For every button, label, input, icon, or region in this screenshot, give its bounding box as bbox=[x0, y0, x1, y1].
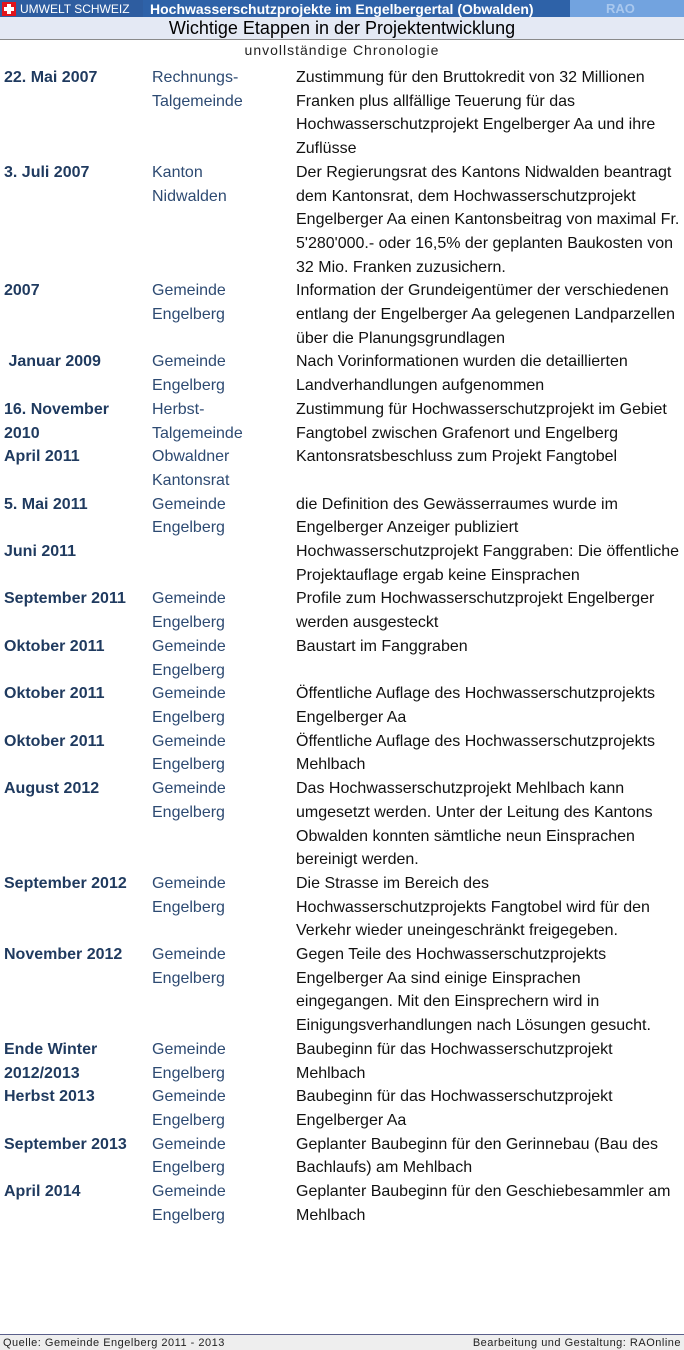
timeline-description: Der Regierungsrat des Kantons Nidwalden beantragt dem Kantonsrat, dem Hochwasserschutzprojekt Engelberger Aa einen Kantonsbeitrag von maximal Fr. 5'280'000.- oder 16,5% der geplanten Baukosten von 32 Mio. Franken zuzusichern. bbox=[296, 163, 680, 276]
timeline-description: Hochwasserschutzprojekt Fanggraben: Die öffentliche Projektauflage ergab keine Einsprachen bbox=[296, 543, 680, 584]
timeline-description: Gegen Teile des Hochwasserschutzprojekts Engelberger Aa sind einige Einsprachen eingegangen. Mit den Einsprechern wird in Einigungsverhandlungen nach Lösungen gesucht. bbox=[296, 946, 651, 1035]
timeline-row bbox=[0, 161, 684, 280]
timeline-row bbox=[0, 682, 684, 729]
timeline-description: Nach Vorinformationen wurden die detaillierten Landverhandlungen aufgenommen bbox=[296, 353, 628, 395]
timeline-description: Zustimmung für Hochwasserschutzprojekt im Gebiet Fangtobel zwischen Grafenort und Engelberg bbox=[296, 400, 667, 442]
timeline-org: Obwaldner Kantonsrat bbox=[152, 448, 230, 489]
timeline-org: Gemeinde Engelberg bbox=[152, 637, 226, 679]
timeline-description: Öffentliche Auflage des Hochwasserschutzprojekts Mehlbach bbox=[296, 732, 656, 774]
timeline-row bbox=[0, 635, 684, 682]
timeline-org: Gemeinde Engelberg bbox=[152, 1088, 226, 1129]
timeline-date: 16. November 2010 bbox=[4, 400, 109, 442]
timeline-date: September 2012 bbox=[4, 874, 127, 892]
timeline-date: September 2011 bbox=[4, 590, 126, 608]
timeline-org: Herbst- Talgemeinde bbox=[152, 400, 243, 442]
timeline-org: Rechnungs- Talgemeinde bbox=[152, 69, 243, 110]
page-subtitle: unvollständige Chronologie bbox=[244, 42, 440, 58]
timeline-date: Oktober 2011 bbox=[4, 732, 105, 750]
timeline-row bbox=[0, 66, 684, 161]
rao-link[interactable]: RAO bbox=[570, 0, 684, 17]
timeline-description: Baubeginn für das Hochwasserschutzprojekt Mehlbach bbox=[296, 1040, 613, 1082]
timeline-org: Gemeinde Engelberg bbox=[152, 495, 226, 537]
timeline-description: Geplanter Baubeginn für den Geschiebesammler am Mehlbach bbox=[296, 1183, 671, 1224]
timeline-org: Gemeinde Engelberg bbox=[152, 685, 226, 726]
timeline-row bbox=[0, 279, 684, 350]
timeline-org: Gemeinde Engelberg bbox=[152, 780, 226, 821]
timeline-org: Gemeinde Engelberg bbox=[152, 1040, 226, 1082]
footer-credit: Bearbeitung und Gestaltung: RAOnline bbox=[472, 1336, 681, 1349]
chronology-table bbox=[0, 66, 684, 1227]
timeline-row bbox=[0, 943, 684, 1038]
timeline-description: Zustimmung für den Bruttokredit von 32 Millionen Franken plus allfällige Teuerung für das Hochwasserschutzprojekt Engelberger Aa und ihre Zuflüsse bbox=[296, 69, 656, 158]
timeline-row bbox=[0, 1180, 684, 1227]
timeline-row bbox=[0, 777, 684, 872]
timeline-date: April 2011 bbox=[4, 448, 80, 466]
timeline-description: Baustart im Fanggraben bbox=[296, 637, 468, 655]
timeline-org bbox=[148, 540, 296, 587]
footer-source: Quelle: Gemeinde Engelberg 2011 - 2013 bbox=[3, 1336, 225, 1349]
timeline-org: Gemeinde Engelberg bbox=[152, 590, 226, 632]
timeline-date: Ende Winter 2012/2013 bbox=[4, 1040, 98, 1082]
timeline-description: Das Hochwasserschutzprojekt Mehlbach kann umgesetzt werden. Unter der Leitung des Kantons Obwalden konnten sämtliche neun Einsprachen bereinigt werden. bbox=[296, 780, 653, 869]
brand-link[interactable] bbox=[0, 0, 143, 17]
timeline-date: April 2014 bbox=[4, 1183, 81, 1201]
timeline-description: Öffentliche Auflage des Hochwasserschutzprojekts Engelberger Aa bbox=[296, 685, 656, 726]
timeline-row bbox=[0, 1133, 684, 1180]
timeline-row bbox=[0, 872, 684, 943]
timeline-row bbox=[0, 493, 684, 540]
timeline-description: Geplanter Baubeginn für den Gerinnebau (Bau des Bachlaufs) am Mehlbach bbox=[296, 1135, 659, 1177]
timeline-date: September 2013 bbox=[4, 1135, 127, 1153]
site-title: Hochwasserschutzprojekte im Engelbergertal (Obwalden) bbox=[143, 0, 570, 17]
timeline-org: Gemeinde Engelberg bbox=[152, 874, 226, 916]
timeline-org: Kanton Nidwalden bbox=[152, 163, 227, 205]
timeline-date: August 2012 bbox=[4, 780, 100, 798]
timeline-date: Oktober 2011 bbox=[4, 685, 105, 703]
timeline-date: Herbst 2013 bbox=[4, 1088, 95, 1106]
timeline-row bbox=[0, 1038, 684, 1085]
timeline-row bbox=[0, 445, 684, 492]
timeline-row bbox=[0, 730, 684, 777]
timeline-org: Gemeinde Engelberg bbox=[152, 1135, 226, 1177]
timeline-date: Januar 2009 bbox=[4, 353, 101, 371]
timeline-row bbox=[0, 1085, 684, 1132]
timeline-org: Gemeinde Engelberg bbox=[152, 946, 226, 987]
timeline-date: 22. Mai 2007 bbox=[4, 69, 98, 86]
timeline-date: 2007 bbox=[4, 282, 40, 300]
timeline-date: November 2012 bbox=[4, 946, 123, 964]
timeline-row bbox=[0, 398, 684, 445]
timeline-row bbox=[0, 587, 684, 634]
timeline-date: 3. Juli 2007 bbox=[4, 163, 90, 181]
timeline-description: Die Strasse im Bereich des Hochwasserschutzprojekts Fangtobel wird für den Verkehr wieder uneingeschränkt freigegeben. bbox=[296, 874, 650, 940]
footer bbox=[0, 1334, 684, 1350]
brand-label: UMWELT SCHWEIZ bbox=[20, 1, 130, 16]
page-heading: Wichtige Etappen in der Projektentwicklung bbox=[0, 17, 684, 40]
timeline-description: Baubeginn für das Hochwasserschutzprojekt Engelberger Aa bbox=[296, 1088, 613, 1129]
timeline-date: Oktober 2011 bbox=[4, 637, 105, 655]
timeline-row bbox=[0, 540, 684, 587]
timeline-description: die Definition des Gewässerraumes wurde im Engelberger Anzeiger publiziert bbox=[296, 495, 618, 537]
timeline-org: Gemeinde Engelberg bbox=[152, 1183, 226, 1224]
timeline-description: Profile zum Hochwasserschutzprojekt Engelberger werden ausgesteckt bbox=[296, 590, 655, 632]
timeline-date: Juni 2011 bbox=[4, 543, 77, 561]
timeline-description: Information der Grundeigentümer der verschiedenen entlang der Engelberger Aa gelegenen Landparzellen über die Planungsgrundlagen bbox=[296, 282, 675, 347]
timeline-date: 5. Mai 2011 bbox=[4, 495, 88, 513]
timeline-org: Gemeinde Engelberg bbox=[152, 353, 226, 395]
timeline-row bbox=[0, 350, 684, 397]
swiss-cross-icon bbox=[2, 2, 16, 16]
top-bar bbox=[0, 0, 684, 17]
timeline-description: Kantonsratsbeschluss zum Projekt Fangtobel bbox=[296, 448, 618, 466]
timeline-org: Gemeinde Engelberg bbox=[152, 732, 226, 774]
timeline-org: Gemeinde Engelberg bbox=[152, 282, 226, 324]
